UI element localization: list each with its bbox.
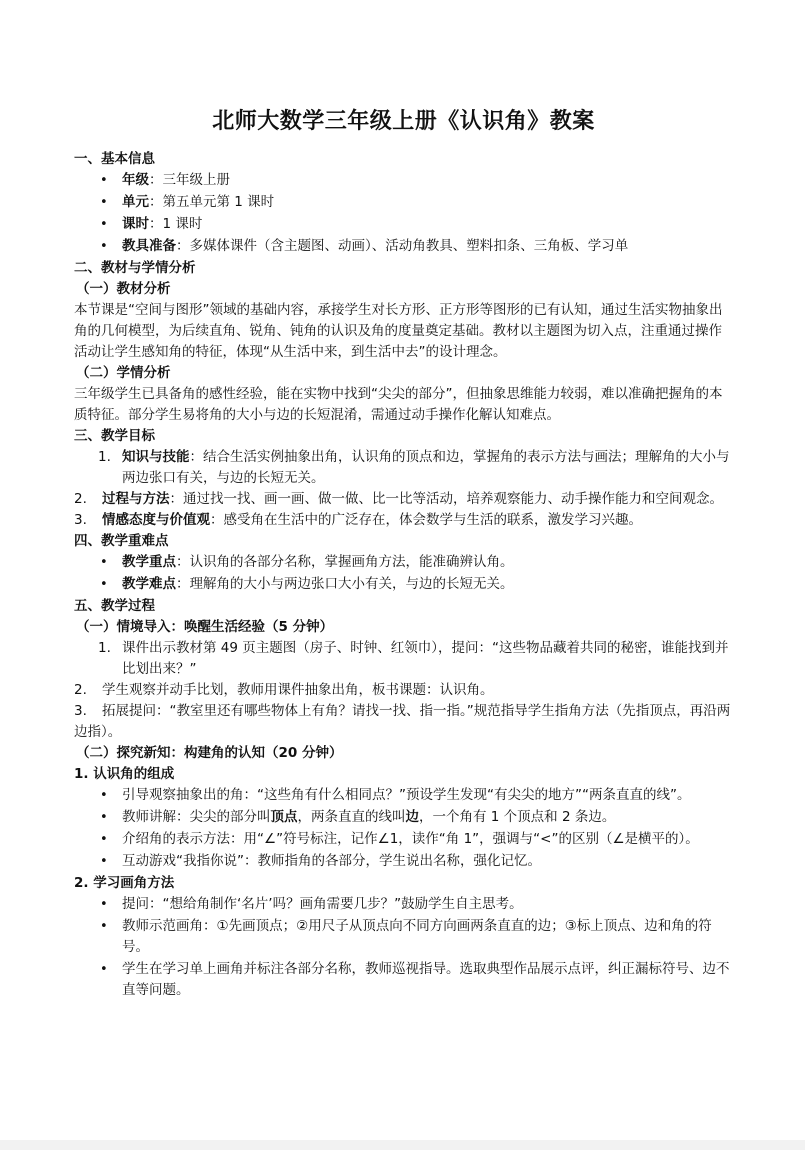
list-item: • 教具准备：多媒体课件（含主题图、动画）、活动角教具、塑料扣条、三角板、学习单 xyxy=(100,236,733,257)
objective-item: 3. 情感态度与价值观：感受角在生活中的广泛存在，体会数学与生活的联系，激发学习兴趣。 xyxy=(74,512,642,528)
objective-item: 1. 知识与技能：结合生活实例抽象出角，认识角的顶点和边，掌握角的表示方法与画法；理解角的大小与两边张口有关，与边的长短无关。 xyxy=(98,449,730,486)
part-heading-angle-parts: 1. 认识角的组成 xyxy=(74,766,175,782)
list-item: • 介绍角的表示方法：用“∠”符号标注，记作∠1，读作“角 1”，强调与“<”的区别（∠是横平的）。 xyxy=(100,829,733,850)
page-title: 北师大数学三年级上册《认识角》教案 xyxy=(212,109,595,134)
subheading-intro: （一）情境导入：唤醒生活经验（5 分钟） xyxy=(76,619,334,635)
section-heading-analysis: 二、教材与学情分析 xyxy=(74,260,196,276)
list-item: • 提问：“想给角制作‘名片’吗？画角需要几步？”鼓励学生自主思考。 xyxy=(100,894,733,915)
list-item: • 教师讲解：尖尖的部分叫顶点，两条直直的线叫边，一个角有 1 个顶点和 2 条边。 xyxy=(100,807,733,828)
list-item: • 互动游戏“我指你说”：教师指角的各部分，学生说出名称，强化记忆。 xyxy=(100,851,733,872)
subheading-student-analysis: （二）学情分析 xyxy=(76,365,171,381)
subheading-textbook-analysis: （一）教材分析 xyxy=(76,281,171,297)
process-step: 3. 拓展提问：“教室里还有哪些物体上有角？请找一找、指一指。”规范指导学生指角方法（先指顶点，再沿两边指）。 xyxy=(74,703,731,740)
list-item: • 学生在学习单上画角并标注各部分名称，教师巡视指导。选取典型作品展示点评，纠正漏标符号、边不直等问题。 xyxy=(100,959,733,1001)
subheading-explore: （二）探究新知：构建角的认知（20 分钟） xyxy=(76,745,343,761)
section-heading-key-points: 四、教学重难点 xyxy=(74,533,169,549)
paragraph-student-analysis: 三年级学生已具备角的感性经验，能在实物中找到“尖尖的部分”，但抽象思维能力较弱，难以准确把握角的本质特征。部分学生易将角的大小与边的长短混淆，需通过动手操作化解认知难点。 xyxy=(74,386,723,423)
drawing-list xyxy=(74,894,733,1001)
angle-parts-list xyxy=(74,785,733,872)
key-points-list xyxy=(74,552,733,595)
list-item: • 教学重点：认识角的各部分名称，掌握画角方法，能准确辨认角。 xyxy=(100,552,733,573)
process-step: 1. 课件出示教材第 49 页主题图（房子、时钟、红领巾），提问：“这些物品藏着共同的秘密，谁能找到并比划出来？” xyxy=(98,640,729,677)
section-heading-basic-info: 一、基本信息 xyxy=(74,151,155,167)
basic-info-list xyxy=(74,170,733,257)
list-item: • 教师示范画角：①先画顶点；②用尺子从顶点向不同方向画两条直直的边；③标上顶点、边和角的符号。 xyxy=(100,916,733,958)
list-item: • 教学难点：理解角的大小与两边张口大小有关，与边的长短无关。 xyxy=(100,574,733,595)
paragraph-textbook-analysis: 本节课是“空间与图形”领域的基础内容，承接学生对长方形、正方形等图形的已有认知，通过生活实物抽象出角的几何模型，为后续直角、锐角、钝角的认识及角的度量奠定基础。教材以主题图为切入点，注重通过操作活动让学生感知角的特征，体现“从生活中来，到生活中去”的设计理念。 xyxy=(74,302,723,360)
process-step: 2. 学生观察并动手比划，教师用课件抽象出角，板书课题：认识角。 xyxy=(74,682,494,698)
section-heading-objectives: 三、教学目标 xyxy=(74,428,155,444)
section-heading-process: 五、教学过程 xyxy=(74,598,155,614)
part-heading-drawing: 2. 学习画角方法 xyxy=(74,875,175,891)
list-item: • 单元：第五单元第 1 课时 xyxy=(100,192,733,213)
list-item: • 年级：三年级上册 xyxy=(100,170,733,191)
list-item: • 课时：1 课时 xyxy=(100,214,733,235)
list-item: • 引导观察抽象出的角：“这些角有什么相同点？”预设学生发现“有尖尖的地方”“两条直直的线”。 xyxy=(100,785,733,806)
objective-item: 2. 过程与方法：通过找一找、画一画、做一做、比一比等活动，培养观察能力、动手操作能力和空间观念。 xyxy=(74,491,723,507)
